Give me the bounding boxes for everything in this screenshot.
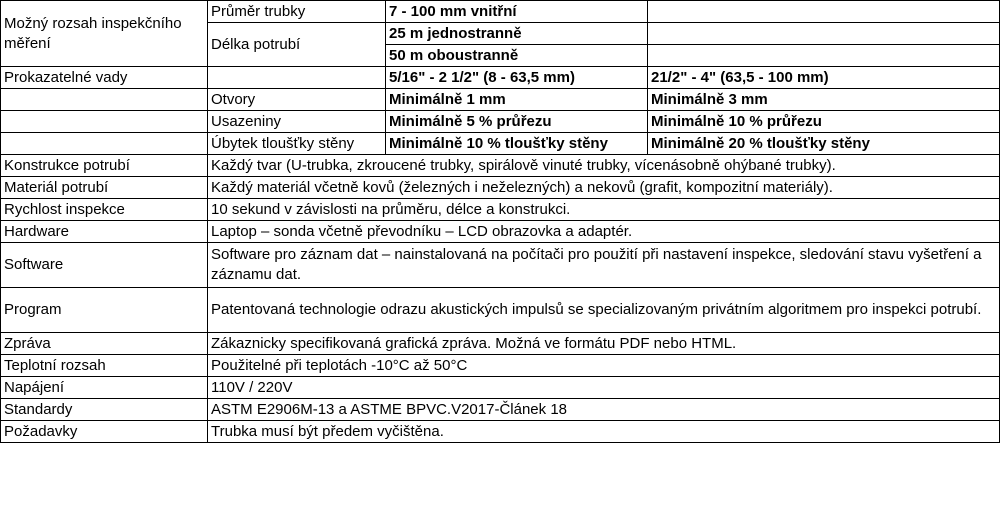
empty-cell (1, 111, 208, 133)
hardware-label: Hardware (1, 221, 208, 243)
program-label: Program (1, 288, 208, 333)
table-row (1, 221, 1000, 243)
hardware-value: Laptop – sonda včetně převodníku – LCD obrazovka a adaptér. (208, 221, 1000, 243)
defects-col2: 21/2" - 4" (63,5 - 100 mm) (648, 67, 1000, 89)
table-row (1, 177, 1000, 199)
table-row (1, 355, 1000, 377)
material-label: Materiál potrubí (1, 177, 208, 199)
table-row (1, 199, 1000, 221)
construction-label: Konstrukce potrubí (1, 155, 208, 177)
wall-loss-label: Úbytek tloušťky stěny (208, 133, 386, 155)
table-row (1, 133, 1000, 155)
range-label: Možný rozsah inspekčního měření (4, 14, 182, 52)
standards-label: Standardy (1, 399, 208, 421)
holes-col1: Minimálně 1 mm (386, 89, 648, 111)
defects-col1: 5/16" - 2 1/2" (8 - 63,5 mm) (386, 67, 648, 89)
speed-label: Rychlost inspekce (1, 199, 208, 221)
report-label: Zpráva (1, 333, 208, 355)
table-row (1, 67, 1000, 89)
length-both-sides: 50 m oboustranně (386, 45, 648, 67)
empty-cell (648, 45, 1000, 67)
length-label: Délka potrubí (208, 23, 386, 67)
software-value: Software pro záznam dat – nainstalovaná na počítači pro použití při nastavení inspekce, sledování stavu vyšetření a záznamu dat. (208, 243, 1000, 288)
empty-cell (648, 23, 1000, 45)
table-row (1, 377, 1000, 399)
deposits-label: Usazeniny (208, 111, 386, 133)
table-row (1, 111, 1000, 133)
diameter-value: 7 - 100 mm vnitřní (386, 1, 648, 23)
table-row (1, 421, 1000, 443)
holes-col2: Minimálně 3 mm (648, 89, 1000, 111)
program-value: Patentovaná technologie odrazu akustických impulsů se specializovaným privátním algoritmem pro inspekci potrubí. (208, 288, 1000, 333)
report-value: Zákaznicky specifikovaná grafická zpráva. Možná ve formátu PDF nebo HTML. (208, 333, 1000, 355)
table-row (1, 243, 1000, 288)
table-row (1, 89, 1000, 111)
empty-cell (648, 1, 1000, 23)
material-value: Každý materiál včetně kovů (železných i neželezných) a nekovů (grafit, kompozitní materiály). (208, 177, 1000, 199)
power-label: Napájení (1, 377, 208, 399)
standards-value: ASTM E2906M-13 a ASTME BPVC.V2017-Článek 18 (208, 399, 1000, 421)
deposits-col1: Minimálně 5 % průřezu (386, 111, 648, 133)
range-label-cell (1, 1, 208, 67)
power-value: 110V / 220V (208, 377, 1000, 399)
software-label: Software (1, 243, 208, 288)
table-row (1, 399, 1000, 421)
diameter-label: Průměr trubky (208, 1, 386, 23)
temp-label: Teplotní rozsah (1, 355, 208, 377)
temp-value: Použitelné při teplotách -10°C až 50°C (208, 355, 1000, 377)
requirements-value: Trubka musí být předem vyčištěna. (208, 421, 1000, 443)
requirements-label: Požadavky (1, 421, 208, 443)
wall-loss-col2: Minimálně 20 % tloušťky stěny (648, 133, 1000, 155)
empty-cell (1, 133, 208, 155)
table-row (1, 155, 1000, 177)
empty-cell (1, 89, 208, 111)
holes-label: Otvory (208, 89, 386, 111)
wall-loss-col1: Minimálně 10 % tloušťky stěny (386, 133, 648, 155)
empty-cell (208, 67, 386, 89)
speed-value: 10 sekund v závislosti na průměru, délce a konstrukci. (208, 199, 1000, 221)
length-one-side: 25 m jednostranně (386, 23, 648, 45)
defects-label: Prokazatelné vady (1, 67, 208, 89)
table-row (1, 333, 1000, 355)
table-row (1, 1, 1000, 23)
table-row (1, 288, 1000, 333)
deposits-col2: Minimálně 10 % průřezu (648, 111, 1000, 133)
construction-value: Každý tvar (U-trubka, zkroucené trubky, spirálově vinuté trubky, vícenásobně ohýbané trubky). (208, 155, 1000, 177)
